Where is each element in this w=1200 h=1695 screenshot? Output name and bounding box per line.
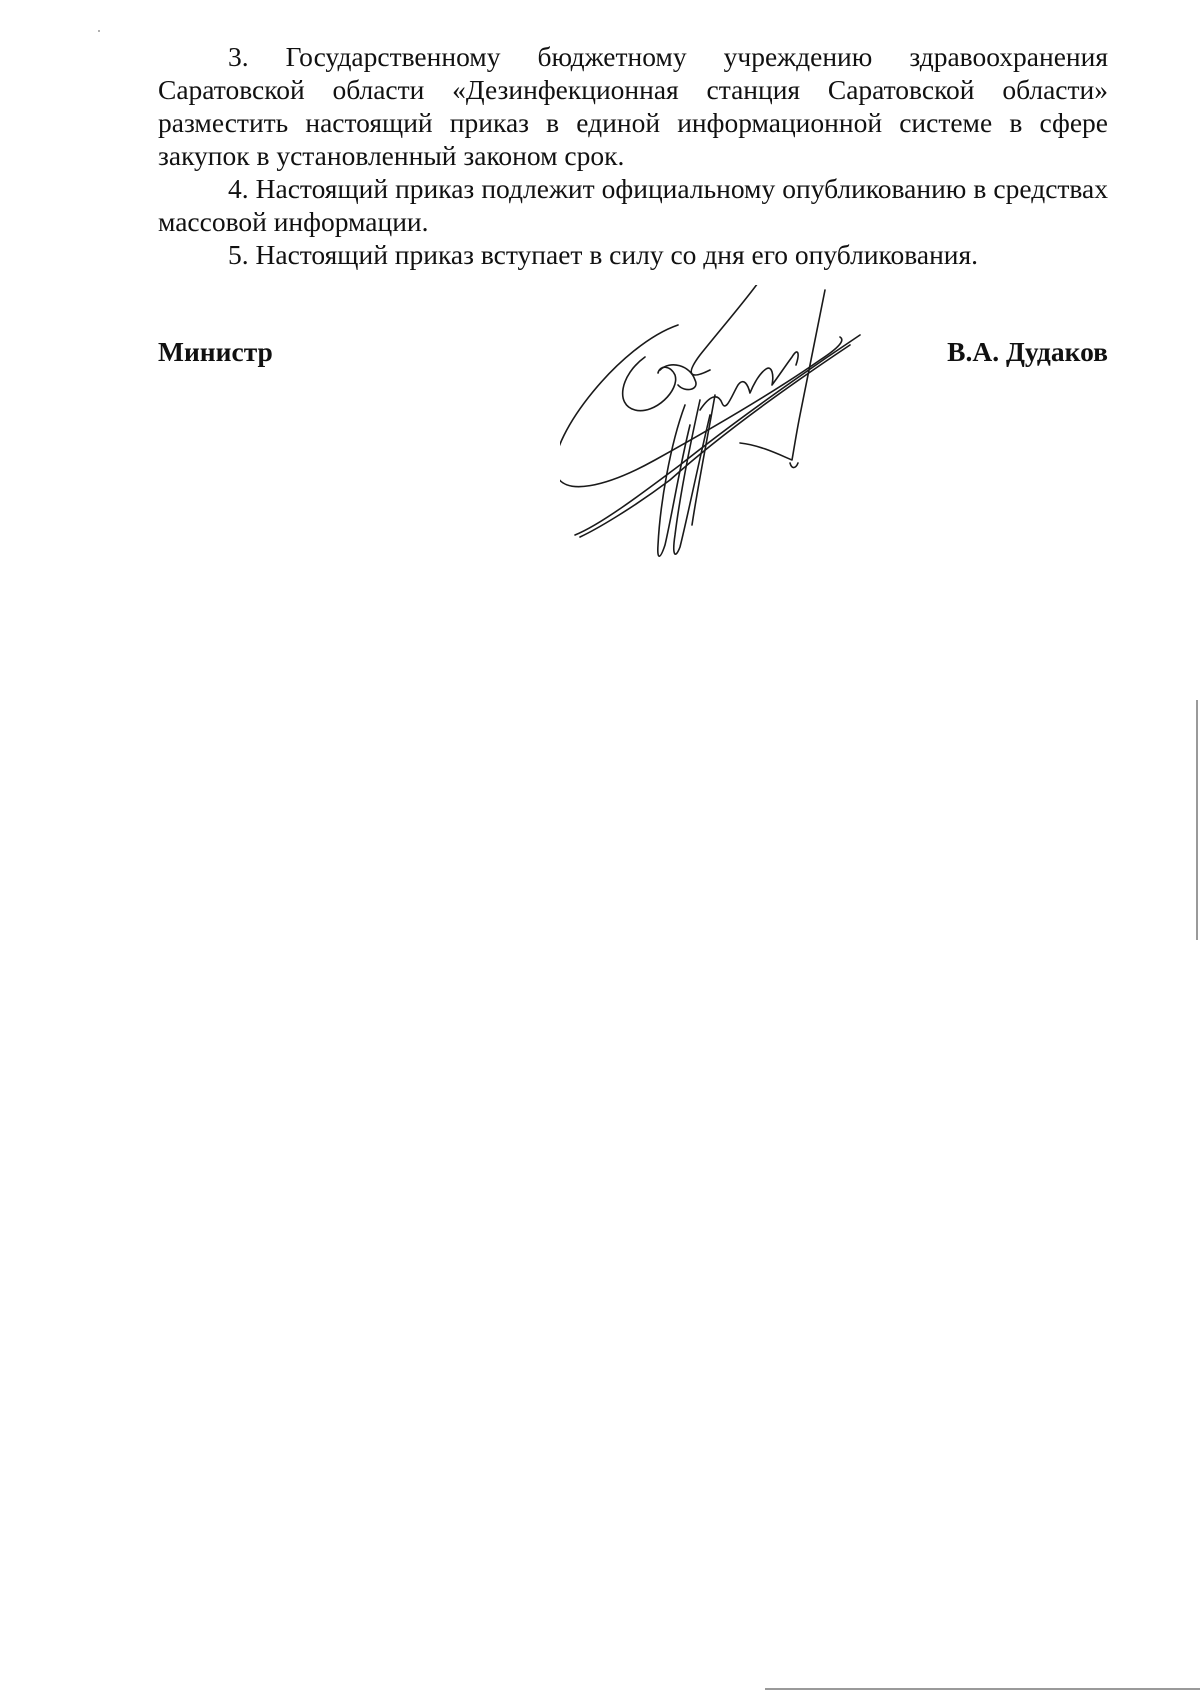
paragraph-3: 3. Государственному бюджетному учреждению здравоохранения Саратовской области «Дезинфекционная станция Саратовской области» разместить настоящий приказ в единой информационной системе в сфере закупок в установленный законом срок. <box>158 41 1108 171</box>
handwritten-signature-icon <box>560 285 920 605</box>
signatory-name: В.А. Дудаков <box>947 336 1108 367</box>
scan-artifact-dot <box>98 30 100 32</box>
paragraph-4: 4. Настоящий приказ подлежит официальному опубликованию в средствах массовой информации. <box>158 173 1108 237</box>
document-body <box>158 40 1108 271</box>
scan-edge-mark-bottom <box>765 1688 1200 1690</box>
scan-edge-mark-right <box>1196 700 1198 940</box>
paragraph-5: 5. Настоящий приказ вступает в силу со дня его опубликования. <box>228 239 979 270</box>
signatory-title: Министр <box>158 336 273 367</box>
